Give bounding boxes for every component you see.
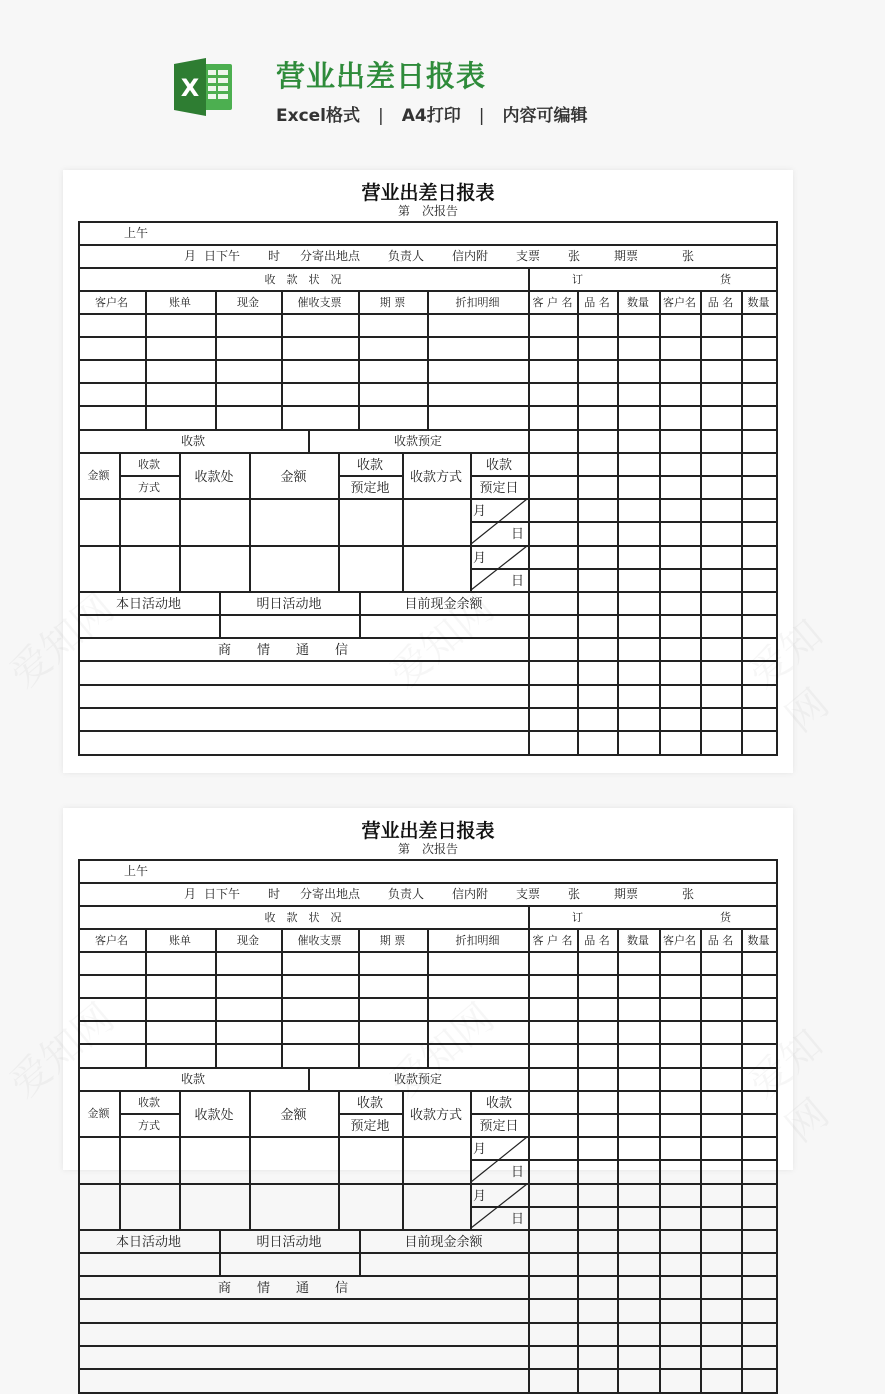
payment-column-header: 现金: [237, 295, 259, 309]
grid-line: [528, 452, 778, 454]
month-label: 月: [473, 551, 487, 566]
grid-line: [528, 475, 778, 477]
grid-line: [528, 1020, 778, 1022]
info-label: 支票: [516, 887, 541, 901]
order-column-header: 品 名: [584, 295, 610, 309]
plan-place-header: 预定地: [350, 1119, 390, 1134]
sheet-subtitle: 第 次报告: [397, 842, 458, 856]
separator: |: [378, 106, 384, 126]
payment-status-header: 收 款 状 况: [264, 272, 342, 286]
grid-line: [528, 359, 778, 361]
plan-place-header: 收款: [356, 1096, 383, 1111]
grid-line: [528, 905, 530, 1394]
plan-date-header: 预定日: [479, 1119, 519, 1134]
order-label-left: 订: [572, 272, 583, 286]
month-label: 月: [473, 1189, 487, 1204]
info-label: 月: [184, 249, 197, 263]
payment-status-header: 收 款 状 况: [264, 910, 342, 924]
business-news-header: 商 情 通 信: [218, 643, 349, 658]
place-header: 收款处: [194, 469, 234, 485]
grid-line: [528, 1159, 778, 1161]
order-column-header: 品 名: [584, 933, 610, 947]
grid-line: [528, 1183, 778, 1185]
grid-line: [528, 1113, 778, 1115]
amount-header: 金额: [87, 1107, 110, 1120]
order-column-header: 品 名: [707, 933, 734, 947]
grid-line: [528, 1322, 778, 1324]
grid-line: [78, 1345, 530, 1347]
info-label: 时: [268, 887, 281, 901]
grid-line: [776, 859, 778, 1394]
payment-column-header: 催收支票: [297, 295, 342, 309]
svg-text:X: X: [180, 74, 200, 102]
today-place-header: 本日活动地: [115, 1235, 181, 1250]
grid-line: [78, 707, 530, 709]
grid-line: [78, 974, 530, 976]
grid-line: [78, 498, 530, 500]
grid-line: [528, 1345, 778, 1347]
method-header: 方式: [138, 480, 160, 494]
grid-line: [78, 221, 778, 223]
grid-line: [528, 1136, 778, 1138]
info-label: 分寄出地点: [300, 887, 361, 901]
grid-line: [528, 997, 778, 999]
grid-line: [78, 730, 530, 732]
info-label: 负责人: [388, 249, 425, 263]
info-label: 张: [682, 887, 695, 901]
grid-line: [78, 336, 530, 338]
order-label-right: 货: [720, 272, 731, 286]
amount2-header: 金额: [280, 469, 307, 485]
plan-place-header: 收款: [356, 458, 383, 473]
payment-column-header: 期 票: [379, 295, 406, 309]
grid-line: [528, 1229, 778, 1231]
grid-line: [78, 614, 530, 616]
place-header: 收款处: [194, 1107, 234, 1123]
grid-line: [528, 614, 778, 616]
payment-column-header: 客户名: [95, 295, 128, 309]
collect-plan-header: 收款预定: [393, 434, 442, 448]
payment-column-header: 折扣明细: [455, 295, 500, 309]
excel-logo-icon: [172, 56, 234, 118]
grid-line: [78, 1322, 530, 1324]
grid-line: [528, 730, 778, 732]
page-title: 营业出差日报表: [276, 59, 487, 93]
sheet-title: 营业出差日报表: [361, 820, 495, 842]
sheet-subtitle: 第 次报告: [397, 204, 458, 218]
day-label: 日: [511, 527, 525, 542]
plan-date-header: 收款: [485, 1096, 512, 1111]
grid-line: [528, 1206, 778, 1208]
info-label: 期票: [614, 249, 639, 263]
grid-line: [78, 405, 530, 407]
print-tag: A4打印: [401, 106, 461, 126]
grid-line: [78, 382, 530, 384]
grid-line: [528, 405, 778, 407]
day-label: 日: [511, 1165, 525, 1180]
order-label-right: 货: [720, 910, 731, 924]
order-column-header: 品 名: [707, 295, 734, 309]
tomorrow-place-header: 明日活动地: [256, 1235, 322, 1250]
am-label: 上午: [124, 226, 149, 240]
grid-line: [528, 591, 778, 593]
amount2-header: 金额: [280, 1107, 307, 1123]
grid-line: [78, 660, 530, 662]
order-column-header: 客户名: [663, 933, 696, 947]
info-label: 负责人: [388, 887, 425, 901]
info-label: 日下午: [204, 887, 241, 901]
grid-line: [78, 684, 530, 686]
payment-column-header: 期 票: [379, 933, 406, 947]
grid-line: [528, 1067, 778, 1069]
info-label: 张: [568, 249, 581, 263]
info-label: 月: [184, 887, 197, 901]
grid-line: [528, 382, 778, 384]
grid-line: [528, 637, 778, 639]
business-news-header: 商 情 通 信: [218, 1281, 349, 1296]
info-label: 信内附: [452, 249, 489, 263]
order-column-header: 数量: [627, 295, 649, 309]
order-column-header: 客户名: [663, 295, 696, 309]
grid-line: [78, 1298, 530, 1300]
grid-line: [528, 1090, 778, 1092]
feature-tags: [276, 101, 587, 126]
info-label: 期票: [614, 887, 639, 901]
plan-place-header: 预定地: [350, 481, 390, 496]
month-label: 月: [473, 1142, 487, 1157]
grid-line: [528, 568, 778, 570]
grid-line: [528, 1043, 778, 1045]
grid-line: [78, 1043, 530, 1045]
cash-balance-header: 目前现金余额: [404, 597, 483, 612]
grid-line: [78, 1136, 530, 1138]
payment-column-header: 客户名: [95, 933, 128, 947]
grid-line: [78, 754, 778, 756]
method-header: 收款: [138, 457, 160, 471]
cash-balance-header: 目前现金余额: [404, 1235, 483, 1250]
grid-line: [528, 1275, 778, 1277]
order-label-left: 订: [572, 910, 583, 924]
grid-line: [78, 882, 778, 884]
separator: |: [478, 106, 485, 126]
grid-line: [528, 498, 778, 500]
grid-line: [78, 997, 530, 999]
grid-line: [78, 1392, 778, 1394]
grid-line: [528, 707, 778, 709]
grid-line: [528, 545, 778, 547]
collect-header: 收款: [180, 1072, 205, 1086]
payment-column-header: 现金: [237, 933, 259, 947]
day-label: 日: [511, 574, 525, 589]
grid-line: [78, 1020, 530, 1022]
format-tag: Excel格式: [276, 106, 361, 126]
order-column-header: 客 户 名: [532, 933, 573, 947]
order-column-header: 数量: [747, 933, 770, 947]
grid-line: [528, 521, 778, 523]
am-label: 上午: [124, 864, 149, 878]
sheet-title: 营业出差日报表: [361, 182, 495, 204]
order-column-header: 数量: [747, 295, 770, 309]
grid-line: [78, 359, 530, 361]
grid-line: [528, 429, 778, 431]
info-label: 分寄出地点: [300, 249, 361, 263]
grid-line: [528, 267, 530, 756]
tomorrow-place-header: 明日活动地: [256, 597, 322, 612]
info-label: 时: [268, 249, 281, 263]
grid-line: [776, 221, 778, 756]
grid-line: [528, 660, 778, 662]
info-label: 日下午: [204, 249, 241, 263]
grid-line: [528, 336, 778, 338]
collect-plan-header: 收款预定: [393, 1072, 442, 1086]
edit-tag: 内容可编辑: [502, 106, 588, 126]
payment-column-header: 催收支票: [297, 933, 342, 947]
plan-date-header: 收款: [485, 458, 512, 473]
grid-line: [78, 1252, 530, 1254]
grid-line: [78, 1183, 530, 1185]
grid-line: [528, 1298, 778, 1300]
collect-header: 收款: [180, 434, 205, 448]
grid-line: [78, 859, 778, 861]
amount-header: 金额: [87, 469, 110, 482]
grid-line: [528, 684, 778, 686]
order-column-header: 数量: [627, 933, 649, 947]
info-label: 张: [682, 249, 695, 263]
today-place-header: 本日活动地: [115, 597, 181, 612]
payment-column-header: 账单: [169, 295, 191, 309]
method-header: 收款: [138, 1095, 160, 1109]
month-label: 月: [473, 504, 487, 519]
sheet-preview-page-1: [63, 170, 793, 773]
grid-line: [528, 974, 778, 976]
sheet-preview-page-2: [63, 808, 793, 1296]
order-column-header: 客 户 名: [532, 295, 573, 309]
info-label: 张: [568, 887, 581, 901]
payment-column-header: 账单: [169, 933, 191, 947]
grid-line: [528, 1252, 778, 1254]
plan-method-header: 收款方式: [409, 1107, 462, 1123]
plan-method-header: 收款方式: [409, 469, 462, 485]
day-label: 日: [511, 1212, 525, 1227]
info-label: 支票: [516, 249, 541, 263]
payment-column-header: 折扣明细: [455, 933, 500, 947]
info-label: 信内附: [452, 887, 489, 901]
grid-line: [78, 545, 530, 547]
method-header: 方式: [138, 1118, 160, 1132]
grid-line: [528, 1368, 778, 1370]
grid-line: [78, 244, 778, 246]
plan-date-header: 预定日: [479, 481, 519, 496]
grid-line: [78, 1368, 530, 1370]
